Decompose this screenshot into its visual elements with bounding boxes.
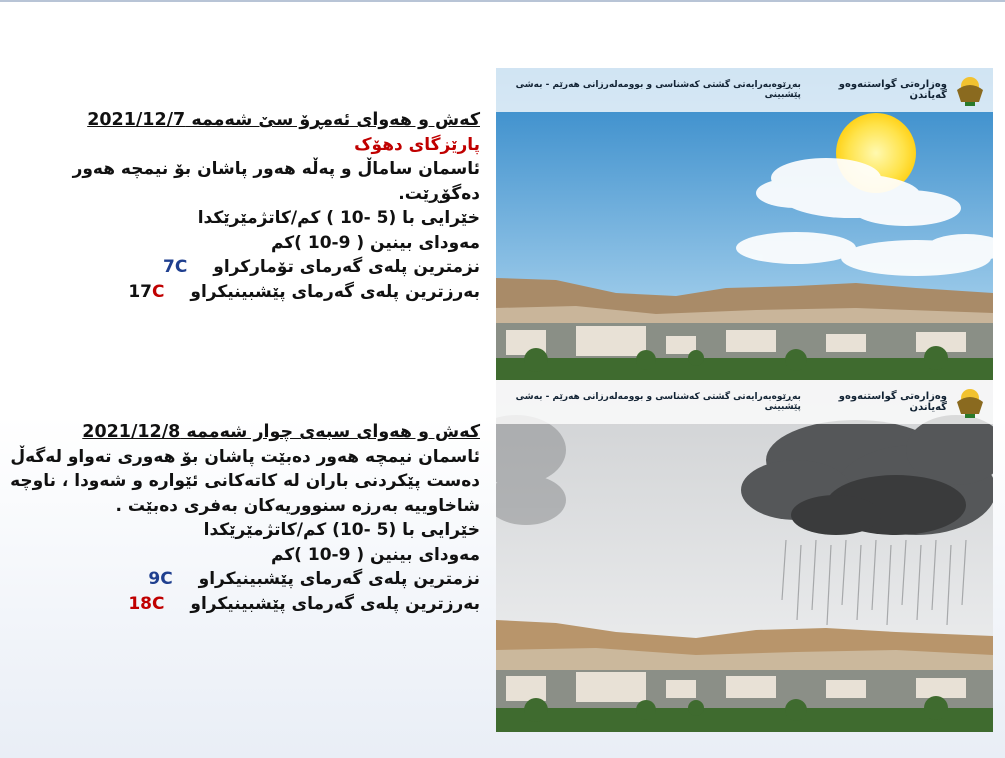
sunny-city-scene — [496, 68, 993, 380]
max-temp-row — [0, 592, 480, 617]
ministry-banner — [496, 68, 993, 112]
sky-description: ئاسمان ساماڵ و پەڵە هەور پاشان بۆ نیمچە هەور دەگۆڕێت. — [72, 159, 480, 204]
sky-description: ئاسمان نیمچە هەور دەبێت پاشان بۆ هەوری تەواو لەگەڵ دەست پێکردنی باران لە کاتەکانی ئێوارە و شەودا ، ناوچە شاخاوییە بەرزە سنووریەکان بەفری دەبێت . — [10, 446, 480, 516]
max-temp-row — [10, 280, 480, 305]
visibility: مەودای بینین ( 9-10 )کم — [270, 232, 480, 253]
sunny-weather-image — [496, 68, 993, 380]
department-name: بەڕێوەبەرایەتی گشتی کەشناسی و بوومەلەرزانی هەرێم - بەشی پێشبینی — [515, 392, 801, 412]
min-temp-label: نزمترین پلەی گەرمای تۆمارکراو — [213, 257, 480, 277]
rainy-weather-image — [496, 380, 993, 732]
forecast-today-heading: کەش و هەوای ئەمڕۆ سێ شەممە 2021/12/7 — [87, 110, 480, 130]
ministry-banner — [496, 380, 993, 424]
cloudy-city-scene — [496, 380, 993, 732]
min-temp-value: 9C — [148, 569, 173, 589]
min-temp-label: نزمترین پلەی گەرمای پێشبینیکراو — [198, 569, 480, 589]
forecast-tomorrow — [0, 420, 480, 616]
kurdistan-emblem-icon — [953, 72, 987, 108]
max-temp-value: 17C — [128, 281, 165, 302]
department-name: بەڕێوەبەرایەتی گشتی کەشناسی و بوومەلەرزانی هەرێم - بەشی پێشبینی — [515, 80, 801, 100]
forecast-today — [10, 108, 480, 304]
max-temp-label: بەرزترین پلەی گەرمای پێشبینیکراو — [190, 593, 480, 614]
ministry-name: وەزارەتی گواستنەوەو گەیاندن — [838, 79, 947, 101]
top-border-line — [0, 0, 1005, 2]
region-name: پارێزگای دهۆک — [354, 134, 480, 155]
max-temp-label: بەرزترین پلەی گەرمای پێشبینیکراو — [190, 281, 480, 302]
kurdistan-emblem-icon — [953, 384, 987, 420]
max-temp-value: 18C — [128, 593, 165, 614]
min-temp-row — [0, 567, 480, 592]
visibility: مەودای بینین ( 9-10 )کم — [270, 544, 480, 565]
wind-speed: خێرایی با (5 -10) کم/کاتژمێرێکدا — [203, 520, 480, 540]
ministry-name: وەزارەتی گواستنەوەو گەیاندن — [838, 391, 947, 413]
wind-speed: خێرایی با (5 -10 ) کم/کاتژمێرێکدا — [197, 208, 480, 228]
min-temp-value: 7C — [163, 257, 188, 277]
forecast-tomorrow-heading: کەش و هەوای سبەی چوار شەممە 2021/12/8 — [82, 422, 480, 442]
min-temp-row — [10, 255, 480, 280]
